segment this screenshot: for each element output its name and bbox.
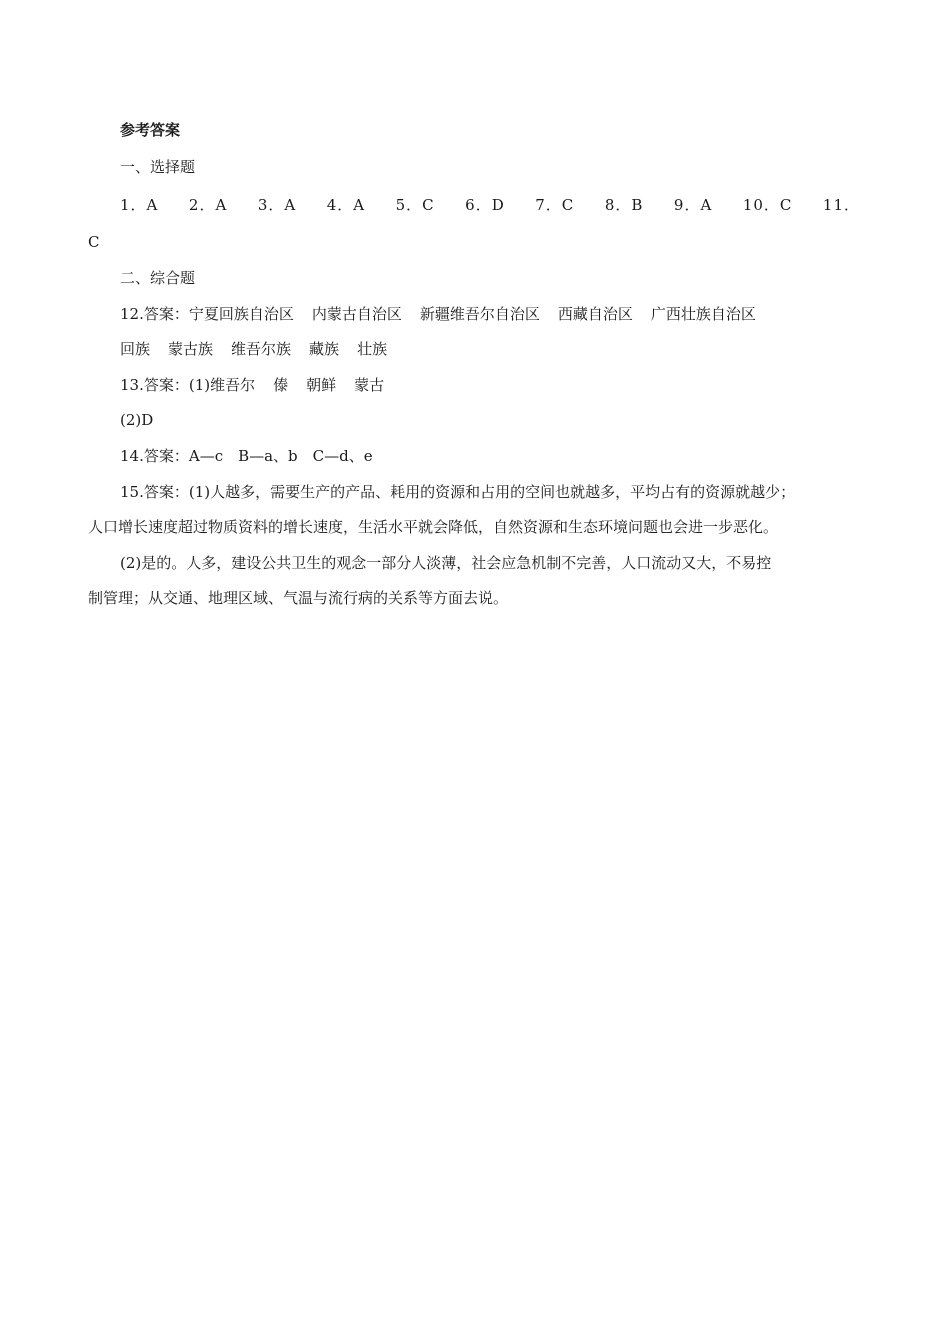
q12-peoples <box>120 339 387 359</box>
q12-people: 藏族 <box>309 340 340 358</box>
q12-people: 维吾尔族 <box>231 340 292 358</box>
q12-people: 壮族 <box>357 340 388 358</box>
choice-answer: 8．B <box>604 196 644 214</box>
choice-answer: 2．A <box>188 196 228 214</box>
choice-answer: 11． <box>822 196 860 214</box>
q13-item: 朝鲜 <box>306 376 337 394</box>
choice-answer-wrap: C <box>88 233 100 251</box>
q15-line-3: (2)是的。人多，建设公共卫生的观念一部分人淡薄，社会应急机制不完善，人口流动又大，不易控 <box>120 554 772 572</box>
q13-part2: (2)D <box>120 411 154 429</box>
q12-region: 广西壮族自治区 <box>650 305 756 323</box>
choice-answers <box>120 195 860 215</box>
q13-item: 傣 <box>273 376 289 394</box>
choice-answer: 6．D <box>465 196 505 214</box>
choice-answer: 5．C <box>395 196 435 214</box>
choice-answer: 7．C <box>535 196 575 214</box>
q14-answer: 14.答案：A—c B—a、b C—d、e <box>120 447 373 465</box>
q12-region: 西藏自治区 <box>557 305 633 323</box>
q13-item: 维吾尔 <box>210 376 256 394</box>
section-heading-comprehensive: 二、综合题 <box>120 269 196 287</box>
page-title: 参考答案 <box>120 121 181 139</box>
q15-line-4: 制管理；从交通、地理区域、气温与流行病的关系等方面去说。 <box>88 589 509 607</box>
choice-answer: 9．A <box>673 196 713 214</box>
choice-answer: 3．A <box>257 196 297 214</box>
q13-prefix: 13.答案：(1) <box>120 376 211 394</box>
q12-prefix: 12.答案： <box>120 305 189 323</box>
choice-answer: 10．C <box>742 196 793 214</box>
q13-answer <box>120 375 384 395</box>
q12-region: 新疆维吾尔自治区 <box>419 305 540 323</box>
choice-answer: 1．A <box>120 196 159 214</box>
section-heading-choice: 一、选择题 <box>120 158 196 176</box>
q12-region: 宁夏回族自治区 <box>188 305 294 323</box>
q13-item: 蒙古 <box>354 376 385 394</box>
q12-people: 蒙古族 <box>168 340 214 358</box>
q12-answer <box>120 304 756 324</box>
q12-people: 回族 <box>120 340 151 358</box>
choice-answer: 4．A <box>326 196 366 214</box>
q15-line-2: 人口增长速度超过物质资料的增长速度，生活水平就会降低，自然资源和生态环境问题也会进一步恶化。 <box>88 518 779 536</box>
q12-region: 内蒙古自治区 <box>311 305 402 323</box>
q15-line-1: 15.答案：(1)人越多，需要生产的产品、耗用的资源和占用的空间也就越多，平均占有的资源就越少； <box>120 483 796 501</box>
